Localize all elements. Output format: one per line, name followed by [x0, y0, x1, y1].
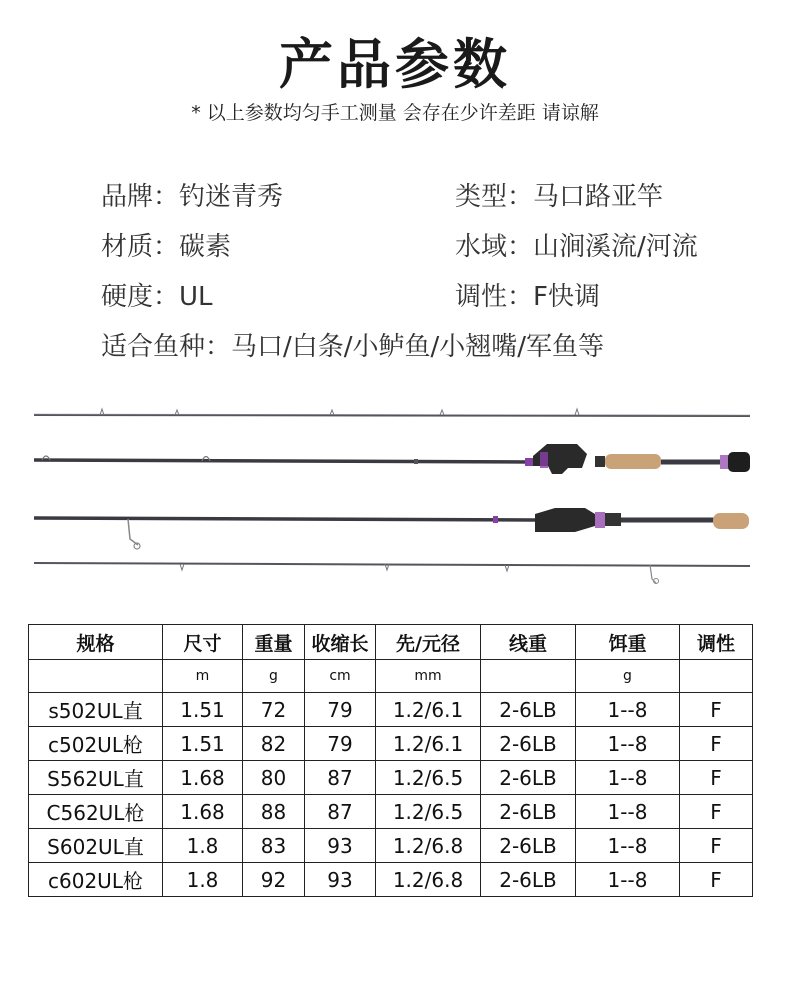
table-cell: 1.2/6.8 [376, 863, 481, 897]
table-cell: 1.2/6.8 [376, 829, 481, 863]
table-cell: 1--8 [576, 863, 680, 897]
table-cell: 2-6LB [481, 863, 576, 897]
table-cell: 1.68 [163, 795, 243, 829]
table-cell: 2-6LB [481, 829, 576, 863]
table-cell: 88 [243, 795, 305, 829]
table-cell: F [680, 761, 753, 795]
table-cell: 1.2/6.1 [376, 693, 481, 727]
column-header: 饵重 [576, 625, 680, 660]
column-header: 规格 [29, 625, 163, 660]
spec-hardness [101, 276, 213, 313]
rod-casting-butt [34, 444, 750, 474]
table-cell: 1.2/6.5 [376, 761, 481, 795]
spec-water-label: 水域： [455, 232, 534, 262]
table-cell: 79 [305, 693, 376, 727]
table-row [29, 693, 753, 727]
table-cell: C562UL枪 [29, 795, 163, 829]
table-cell: 1.68 [163, 761, 243, 795]
table-cell: 83 [243, 829, 305, 863]
table-cell: 82 [243, 727, 305, 761]
table-cell: 1.51 [163, 727, 243, 761]
column-header: 尺寸 [163, 625, 243, 660]
rod-tip-section-1 [34, 409, 750, 416]
spec-row-brand-type [101, 176, 761, 226]
spec-type [455, 176, 663, 213]
unit-cell: g [243, 660, 305, 693]
spec-row-hardness-action [101, 276, 761, 326]
table-cell: 92 [243, 863, 305, 897]
unit-cell: m [163, 660, 243, 693]
table-cell: 1.8 [163, 829, 243, 863]
spec-hardness-label: 硬度： [101, 282, 180, 312]
table-cell: c602UL枪 [29, 863, 163, 897]
spec-row-fish [101, 326, 761, 376]
column-header: 先/元径 [376, 625, 481, 660]
column-header: 重量 [243, 625, 305, 660]
spec-fish-label: 适合鱼种： [101, 332, 232, 362]
table-cell: 2-6LB [481, 795, 576, 829]
column-header: 收缩长 [305, 625, 376, 660]
spec-brand [101, 176, 283, 213]
table-cell: c502UL枪 [29, 727, 163, 761]
table-header-row [29, 625, 753, 660]
parameter-table [28, 624, 753, 897]
table-cell: 93 [305, 829, 376, 863]
table-cell: F [680, 727, 753, 761]
table-units-row [29, 660, 753, 693]
table-row [29, 727, 753, 761]
table-cell: 80 [243, 761, 305, 795]
table-cell: 1.2/6.1 [376, 727, 481, 761]
table-cell: 1.8 [163, 863, 243, 897]
unit-cell [680, 660, 753, 693]
spec-material [101, 226, 231, 263]
page-title: 产品参数 [279, 33, 511, 96]
unit-cell [29, 660, 163, 693]
table-cell: S602UL直 [29, 829, 163, 863]
unit-cell: g [576, 660, 680, 693]
table-row [29, 761, 753, 795]
table-cell: 79 [305, 727, 376, 761]
table-cell: 2-6LB [481, 693, 576, 727]
table-cell: 1--8 [576, 829, 680, 863]
spec-type-label: 类型： [455, 182, 534, 212]
table-cell: 2-6LB [481, 727, 576, 761]
rod-tip-section-2 [34, 563, 750, 584]
spec-material-value: 碳素 [179, 232, 232, 262]
spec-fish-value: 马口/白条/小鲈鱼/小翘嘴/军鱼等 [231, 332, 605, 362]
table-row [29, 795, 753, 829]
table-cell: 2-6LB [481, 761, 576, 795]
table-cell: 87 [305, 761, 376, 795]
table-cell: F [680, 829, 753, 863]
table-row [29, 863, 753, 897]
measurement-note: * 以上参数均匀手工测量 会存在少许差距 请谅解 [191, 102, 599, 124]
unit-cell: mm [376, 660, 481, 693]
table-cell: F [680, 795, 753, 829]
table-cell: 1--8 [576, 795, 680, 829]
spec-brand-label: 品牌： [101, 182, 180, 212]
table-cell: F [680, 863, 753, 897]
table-cell: 72 [243, 693, 305, 727]
table-cell: F [680, 693, 753, 727]
table-cell: 1--8 [576, 727, 680, 761]
table-cell: 87 [305, 795, 376, 829]
spec-action [455, 276, 600, 313]
table-cell: 93 [305, 863, 376, 897]
spec-water [455, 226, 698, 263]
table-cell: S562UL直 [29, 761, 163, 795]
spec-list [101, 176, 761, 376]
spec-fish [101, 326, 604, 363]
spec-row-material-water [101, 226, 761, 276]
table-cell: 1--8 [576, 761, 680, 795]
table-cell: 1.51 [163, 693, 243, 727]
table-cell: 1--8 [576, 693, 680, 727]
spec-material-label: 材质： [101, 232, 180, 262]
spec-water-value: 山涧溪流/河流 [533, 232, 698, 262]
spec-action-value: F快调 [533, 282, 600, 312]
spec-hardness-value: UL [179, 282, 213, 312]
spec-action-label: 调性： [455, 282, 534, 312]
rod-spinning-butt [34, 508, 749, 549]
spec-brand-value: 钓迷青秀 [179, 182, 284, 212]
unit-cell [481, 660, 576, 693]
spec-type-value: 马口路亚竿 [533, 182, 664, 212]
rod-illustration [30, 400, 755, 585]
column-header: 调性 [680, 625, 753, 660]
table-row [29, 829, 753, 863]
column-header: 线重 [481, 625, 576, 660]
unit-cell: cm [305, 660, 376, 693]
table-cell: 1.2/6.5 [376, 795, 481, 829]
table-cell: s502UL直 [29, 693, 163, 727]
